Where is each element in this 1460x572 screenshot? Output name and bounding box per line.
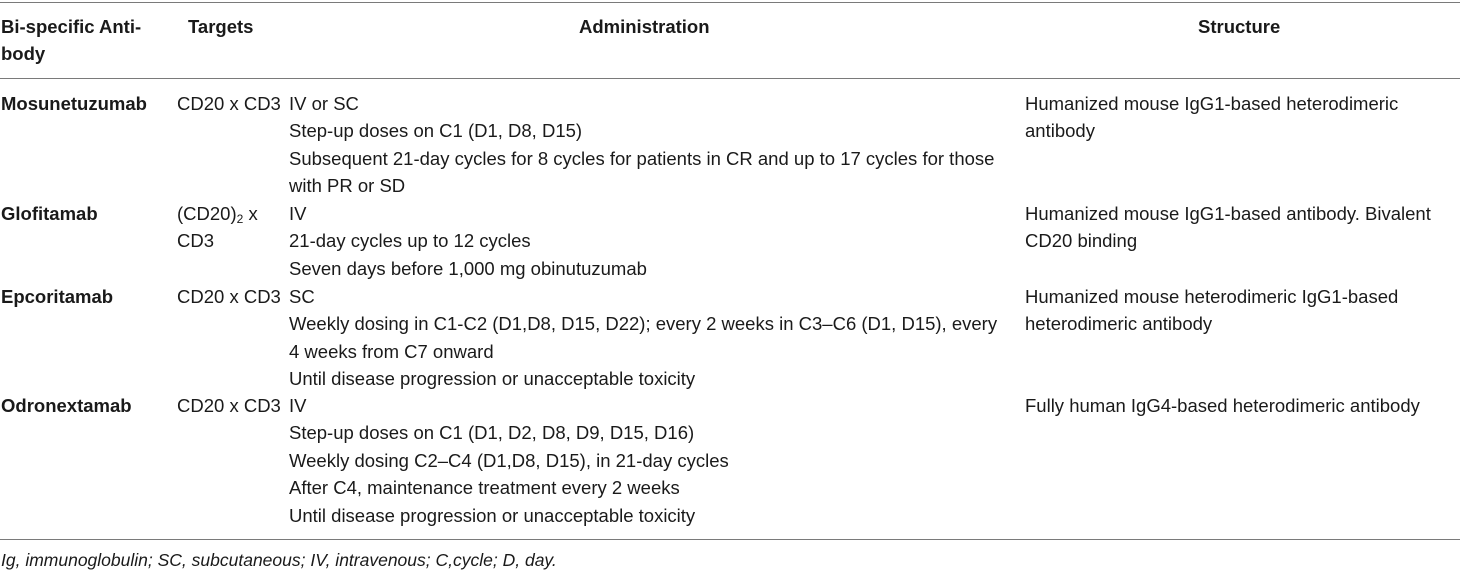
structure-cell: Humanized mouse IgG1-based antibody. Bivalent CD20 binding — [1025, 203, 1431, 252]
targets-cell: CD20 x CD3 — [177, 395, 281, 416]
administration-cell — [289, 392, 1009, 529]
admin-line: Until disease progression or unacceptable toxicity — [289, 368, 696, 390]
admin-line: After C4, maintenance treatment every 2 weeks — [289, 477, 680, 499]
admin-line: Step-up doses on C1 (D1, D2, D8, D9, D15, D16) — [289, 422, 695, 444]
admin-line: Seven days before 1,000 mg obinutuzumab — [289, 257, 647, 279]
targets-cell — [177, 200, 282, 255]
admin-line: IV or SC — [289, 93, 359, 114]
header-administration: Administration — [579, 16, 710, 37]
header-targets: Targets — [188, 16, 254, 37]
header-structure: Structure — [1198, 16, 1281, 37]
header-antibody: Bi-specific Anti-body — [1, 16, 142, 65]
antibody-name: Odronextamab — [1, 395, 132, 416]
structure-cell: Fully human IgG4-based heterodimeric antibody — [1025, 395, 1420, 416]
structure-cell: Humanized mouse heterodimeric IgG1-based heterodimeric antibody — [1025, 286, 1399, 335]
antibody-name: Mosunetuzumab — [1, 93, 147, 114]
bottom-rule — [0, 539, 1460, 540]
header-rule — [0, 78, 1460, 79]
targets-text: x CD3 — [177, 203, 258, 252]
admin-line: Subsequent 21-day cycles for 8 cycles for patients in CR and up to 17 cycles for those with PR or SD — [289, 147, 995, 197]
admin-line: IV — [289, 203, 307, 224]
structure-cell: Humanized mouse IgG1-based heterodimeric antibody — [1025, 93, 1399, 142]
admin-line: SC — [289, 286, 315, 307]
footnote: Ig, immunoglobulin; SC, subcutaneous; IV, intravenous; C,cycle; D, day. — [1, 550, 557, 570]
antibody-name: Epcoritamab — [1, 286, 114, 307]
admin-line: Until disease progression or unacceptable toxicity — [289, 504, 696, 526]
administration-cell — [289, 200, 1009, 282]
administration-cell — [289, 283, 1009, 393]
admin-line: Weekly dosing C2–C4 (D1,D8, D15), in 21-day cycles — [289, 449, 729, 471]
targets-cell: CD20 x CD3 — [177, 93, 281, 114]
admin-line: IV — [289, 395, 307, 416]
admin-line: 21-day cycles up to 12 cycles — [289, 230, 531, 252]
targets-text: (CD20) — [177, 203, 237, 224]
targets-cell: CD20 x CD3 — [177, 286, 281, 307]
targets-subscript: 2 — [236, 212, 244, 226]
admin-line: Weekly dosing in C1-C2 (D1,D8, D15, D22); every 2 weeks in C3–C6 (D1, D15), every 4 weeks from C7 onward — [289, 313, 998, 362]
administration-cell — [289, 90, 1009, 200]
antibody-name: Glofitamab — [1, 203, 98, 224]
admin-line: Step-up doses on C1 (D1, D8, D15) — [289, 120, 583, 142]
top-rule — [0, 2, 1460, 3]
